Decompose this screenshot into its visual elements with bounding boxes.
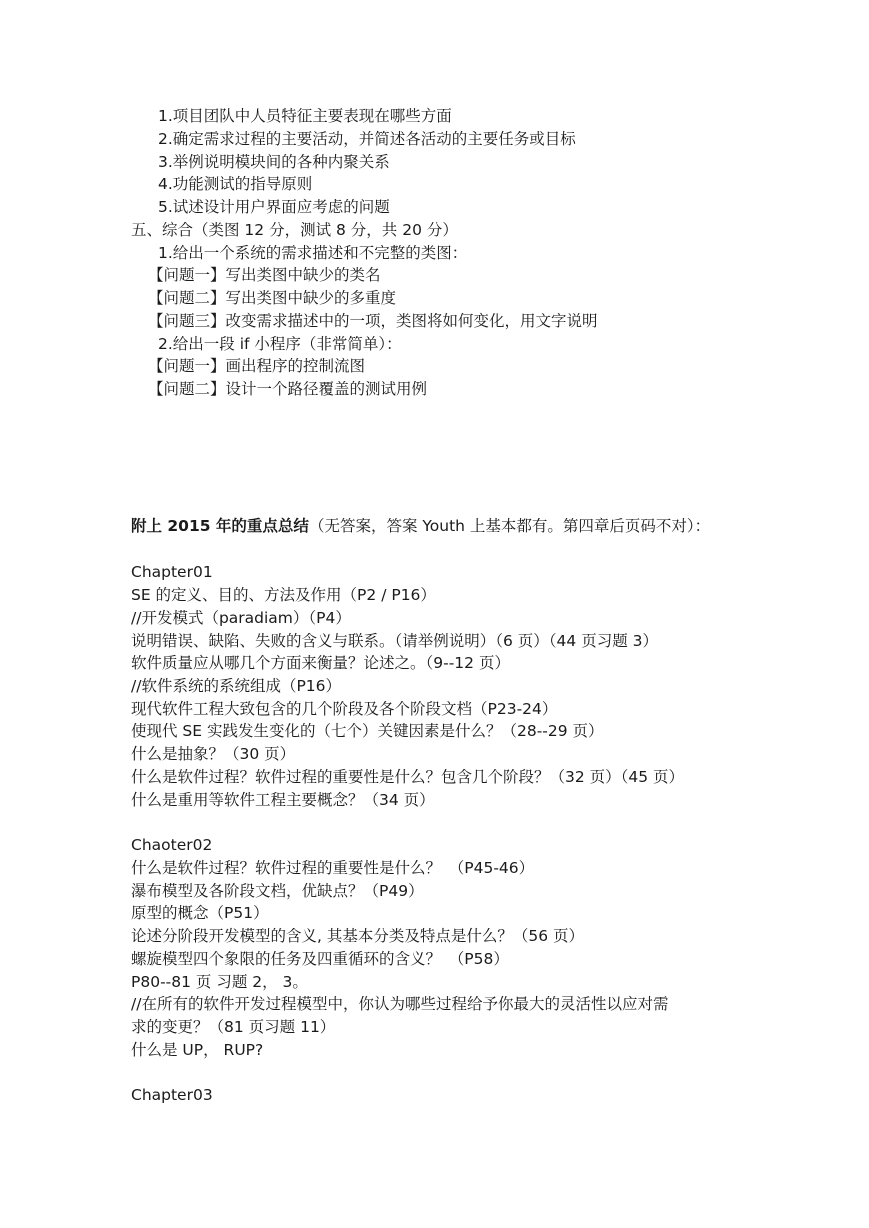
- sub-question: 【问题一】画出程序的控制流图: [148, 357, 366, 375]
- sub-question: 【问题二】写出类图中缺少的多重度: [148, 289, 397, 307]
- section-heading: 五、综合（类图 12 分，测试 8 分，共 20 分）: [131, 221, 458, 239]
- sub-question: 【问题三】改变需求描述中的一项，类图将如何变化，用文字说明: [148, 312, 598, 330]
- outline-line: 使现代 SE 实践发生变化的（七个）关键因素是什么？（28--29 页）: [131, 722, 604, 740]
- chapter-title: Chapter01: [131, 563, 213, 581]
- outline-line: 软件质量应从哪几个方面来衡量？论述之。（9--12 页）: [131, 654, 510, 672]
- outline-line: //开发模式（paradiam）（P4）: [131, 609, 351, 627]
- outline-line: 论述分阶段开发模型的含义, 其基本分类及特点是什么？（56 页）: [131, 927, 585, 945]
- question-item: 1.项目团队中人员特征主要表现在哪些方面: [158, 107, 452, 125]
- outline-line: 原型的概念（P51）: [131, 904, 269, 922]
- sub-item: 2.给出一段 if 小程序（非常简单）：: [158, 335, 402, 353]
- outline-line: P80--81 页 习题 2， 3。: [131, 973, 308, 991]
- outline-line: //在所有的软件开发过程模型中，你认为哪些过程给予你最大的灵活性以应对需: [131, 995, 669, 1013]
- outline-line: //软件系统的系统组成（P16）: [131, 677, 342, 695]
- chapter-title: Chaoter02: [131, 836, 213, 854]
- question-item: 2.确定需求过程的主要活动，并简述各活动的主要任务或目标: [158, 130, 576, 148]
- outline-line: 什么是软件过程？软件过程的重要性是什么？包含几个阶段？（32 页）（45 页）: [131, 768, 685, 786]
- sub-question: 【问题一】写出类图中缺少的类名: [148, 266, 381, 284]
- question-item: 3.举例说明模块间的各种内聚关系: [158, 153, 390, 171]
- outline-line: 求的变更？（81 页习题 11）: [131, 1018, 336, 1036]
- chapter-title: Chapter03: [131, 1086, 213, 1104]
- outline-line: SE 的定义、目的、方法及作用（P2 / P16）: [131, 586, 436, 604]
- question-item: 4.功能测试的指导原则: [158, 175, 313, 193]
- outline-line: 螺旋模型四个象限的任务及四重循环的含义？ （P58）: [131, 950, 509, 968]
- summary-title: [131, 515, 710, 537]
- outline-line: 什么是 UP， RUP?: [131, 1041, 264, 1059]
- outline-line: 瀑布模型及各阶段文档，优缺点？（P49）: [131, 882, 424, 900]
- summary-title-bold: 附上 2015 年的重点总结: [131, 517, 309, 535]
- sub-question: 【问题二】设计一个路径覆盖的测试用例: [148, 380, 428, 398]
- outline-line: 什么是软件过程？软件过程的重要性是什么？ （P45-46）: [131, 859, 535, 877]
- sub-item: 1.给出一个系统的需求描述和不完整的类图：: [158, 244, 468, 262]
- outline-line: 什么是抽象？（30 页）: [131, 745, 296, 763]
- summary-title-rest: （无答案，答案 Youth 上基本都有。第四章后页码不对）：: [308, 517, 711, 535]
- outline-line: 什么是重用等软件工程主要概念？（34 页）: [131, 791, 435, 809]
- outline-line: 说明错误、缺陷、失败的含义与联系。（请举例说明）（6 页）（44 页习题 3）: [131, 632, 658, 650]
- outline-line: 现代软件工程大致包含的几个阶段及各个阶段文档（P23-24）: [131, 700, 558, 718]
- question-item: 5.试述设计用户界面应考虑的问题: [158, 198, 390, 216]
